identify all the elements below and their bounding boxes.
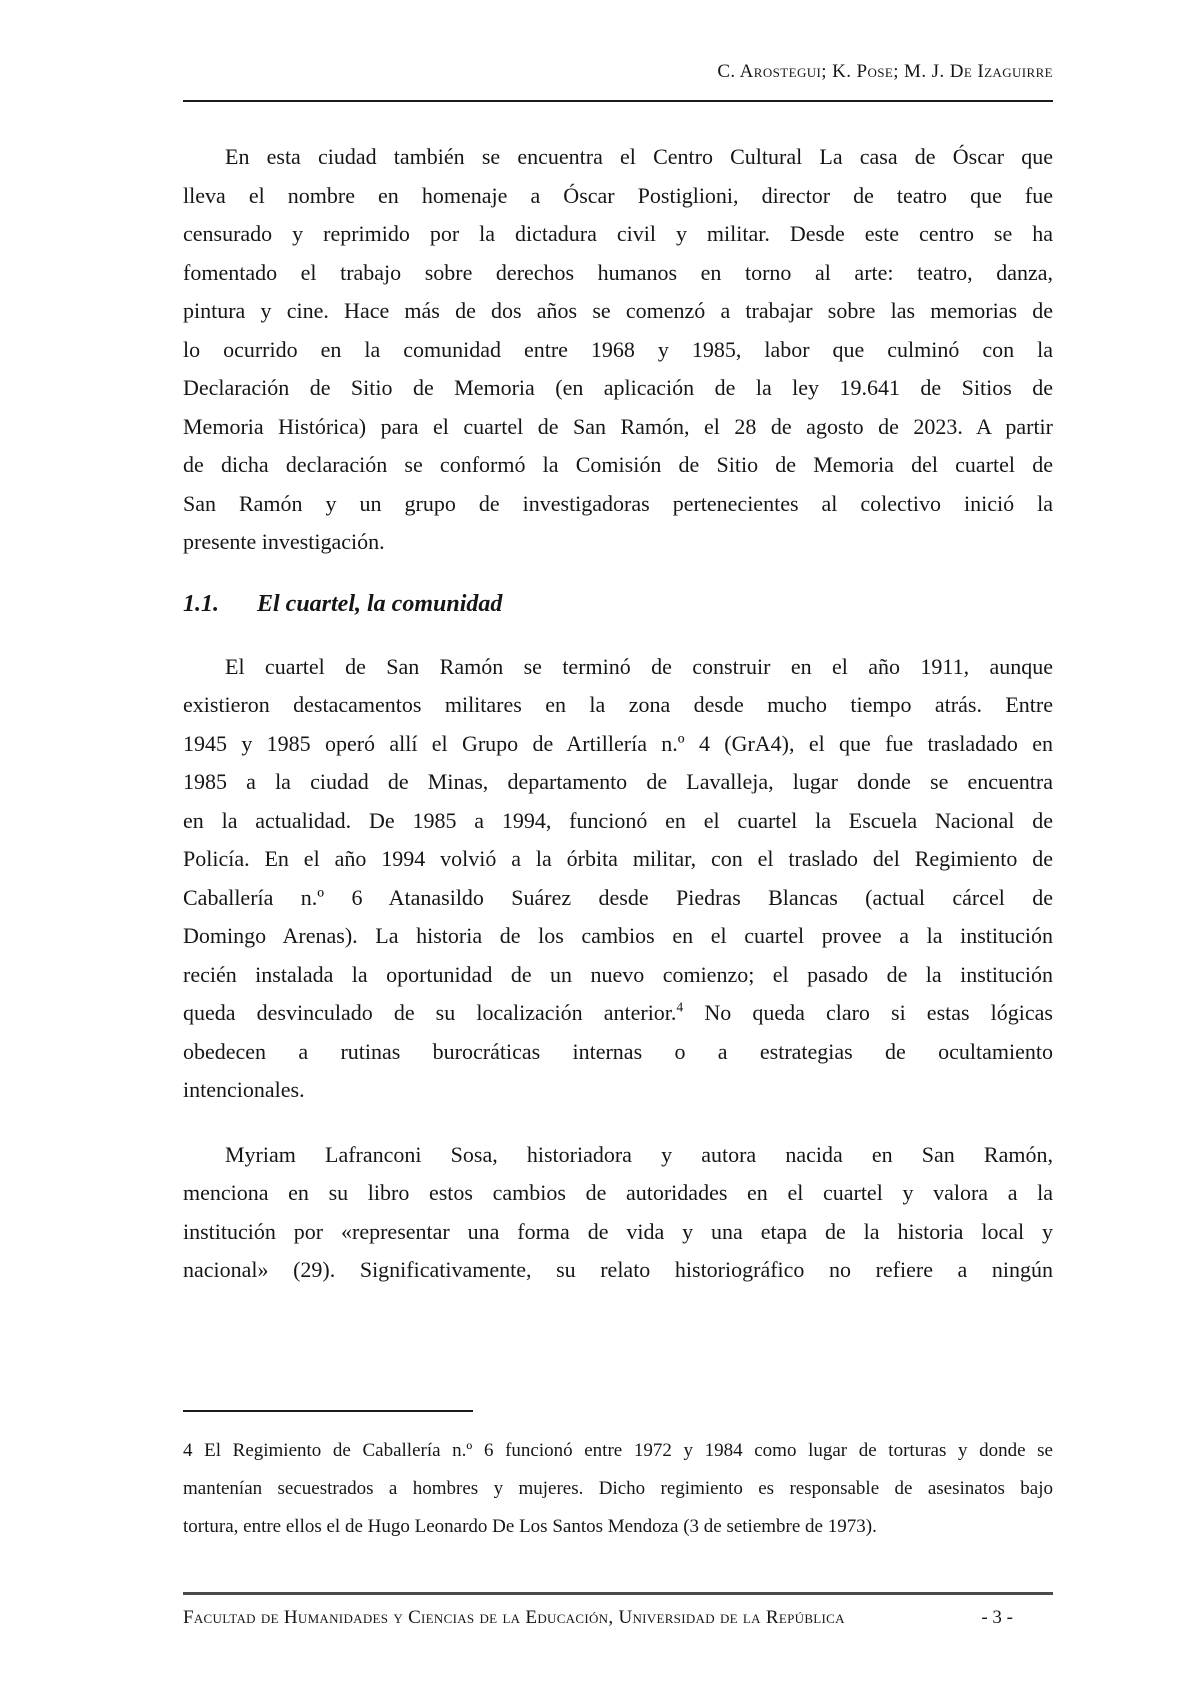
page-number: - 3 - [981, 1606, 1013, 1628]
footnote-line: 4 El Regimiento de Caballería n.º 6 funcionó entre 1972 y 1984 como lugar de torturas y donde se [183, 1439, 1053, 1461]
footnote-separator [183, 1410, 473, 1412]
footer-institution: Facultad de Humanidades y Ciencias de la Educación, Universidad de la República [183, 1606, 845, 1628]
paragraph-line: lo ocurrido en la comunidad entre 1968 y 1985, labor que culminó con la [183, 336, 1053, 362]
paragraph-line: censurado y reprimido por la dictadura civil y militar. Desde este centro se ha [183, 221, 1053, 246]
footnote-4 [183, 1432, 1053, 1546]
paragraph-3 [183, 1136, 1053, 1290]
footnote-line: tortura, entre ellos el de Hugo Leonardo De Los Santos Mendoza (3 de setiembre de 1973). [183, 1515, 877, 1537]
running-head-authors: C. Arostegui; K. Pose; M. J. De Izaguirre [717, 61, 1053, 82]
paragraph-line: Memoria Histórica) para el cuartel de San Ramón, el 28 de agosto de 2023. A partir [183, 413, 1053, 439]
paragraph-line: San Ramón y un grupo de investigadoras pertenecientes al colectivo inició la [183, 490, 1053, 516]
paragraph-1 [183, 138, 1053, 562]
paragraph-line: En esta ciudad también se encuentra el Centro Cultural La casa de Óscar que [225, 144, 1053, 169]
section-number: 1.1. [183, 590, 219, 617]
page-body [183, 138, 1053, 1546]
paragraph-line: recién instalada la oportunidad de un nuevo comienzo; el pasado de la institución [183, 961, 1053, 987]
page-header [183, 0, 1053, 102]
paragraph-line: de dicha declaración se conformó la Comisión de Sitio de Memoria del cuartel de [183, 452, 1053, 477]
paragraph-line: intencionales. [183, 1077, 305, 1102]
paragraph-line: El cuartel de San Ramón se terminó de construir en el año 1911, aunque [225, 653, 1053, 679]
paragraph-line: lleva el nombre en homenaje a Óscar Postiglioni, director de teatro que fue [183, 182, 1053, 208]
paragraph-line: institución por «representar una forma de vida y una etapa de la historia local y [183, 1218, 1053, 1244]
paragraph-line: en la actualidad. De 1985 a 1994, funcionó en el cuartel la Escuela Nacional de [183, 807, 1053, 833]
paragraph-line: menciona en su libro estos cambios de autoridades en el cuartel y valora a la [183, 1180, 1053, 1205]
paragraph-line: pintura y cine. Hace más de dos años se comenzó a trabajar sobre las memorias de [183, 298, 1053, 323]
paragraph-2 [183, 648, 1053, 1110]
paragraph-line: Policía. En el año 1994 volvió a la órbita militar, con el traslado del Regimiento de [183, 846, 1053, 871]
paragraph-line: Declaración de Sitio de Memoria (en aplicación de la ley 19.641 de Sitios de [183, 375, 1053, 400]
paragraph-line: queda desvinculado de su localización anterior.$^4$ No queda claro si estas lógicas [183, 999, 1053, 1025]
section-heading [183, 584, 1053, 624]
paragraph-line: Caballería n.º 6 Atanasildo Suárez desde Piedras Blancas (actual cárcel de [183, 884, 1053, 910]
page-footer [183, 1592, 1053, 1632]
paragraph-line: fomentado el trabajo sobre derechos humanos en torno al arte: teatro, danza, [183, 259, 1053, 285]
footnote-line: mantenían secuestrados a hombres y mujeres. Dicho regimiento es responsable de asesinatos bajo [183, 1477, 1053, 1499]
paragraph-line: Myriam Lafranconi Sosa, historiadora y autora nacida en San Ramón, [225, 1141, 1053, 1167]
paragraph-line: Domingo Arenas). La historia de los cambios en el cuartel provee a la institución [183, 923, 1053, 948]
footnote-reference: 4 [676, 999, 684, 1015]
paragraph-line: nacional» (29). Significativamente, su relato historiográfico no refiere a ningún [183, 1257, 1053, 1282]
section-title: El cuartel, la comunidad [257, 590, 503, 617]
paragraph-line: 1945 y 1985 operó allí el Grupo de Artillería n.º 4 (GrA4), el que fue trasladado en [183, 730, 1053, 756]
paragraph-line: obedecen a rutinas burocráticas internas o a estrategias de ocultamiento [183, 1038, 1053, 1064]
paragraph-line: presente investigación. [183, 529, 385, 554]
paragraph-line: existieron destacamentos militares en la zona desde mucho tiempo atrás. Entre [183, 692, 1053, 717]
paragraph-line: 1985 a la ciudad de Minas, departamento de Lavalleja, lugar donde se encuentra [183, 769, 1053, 794]
